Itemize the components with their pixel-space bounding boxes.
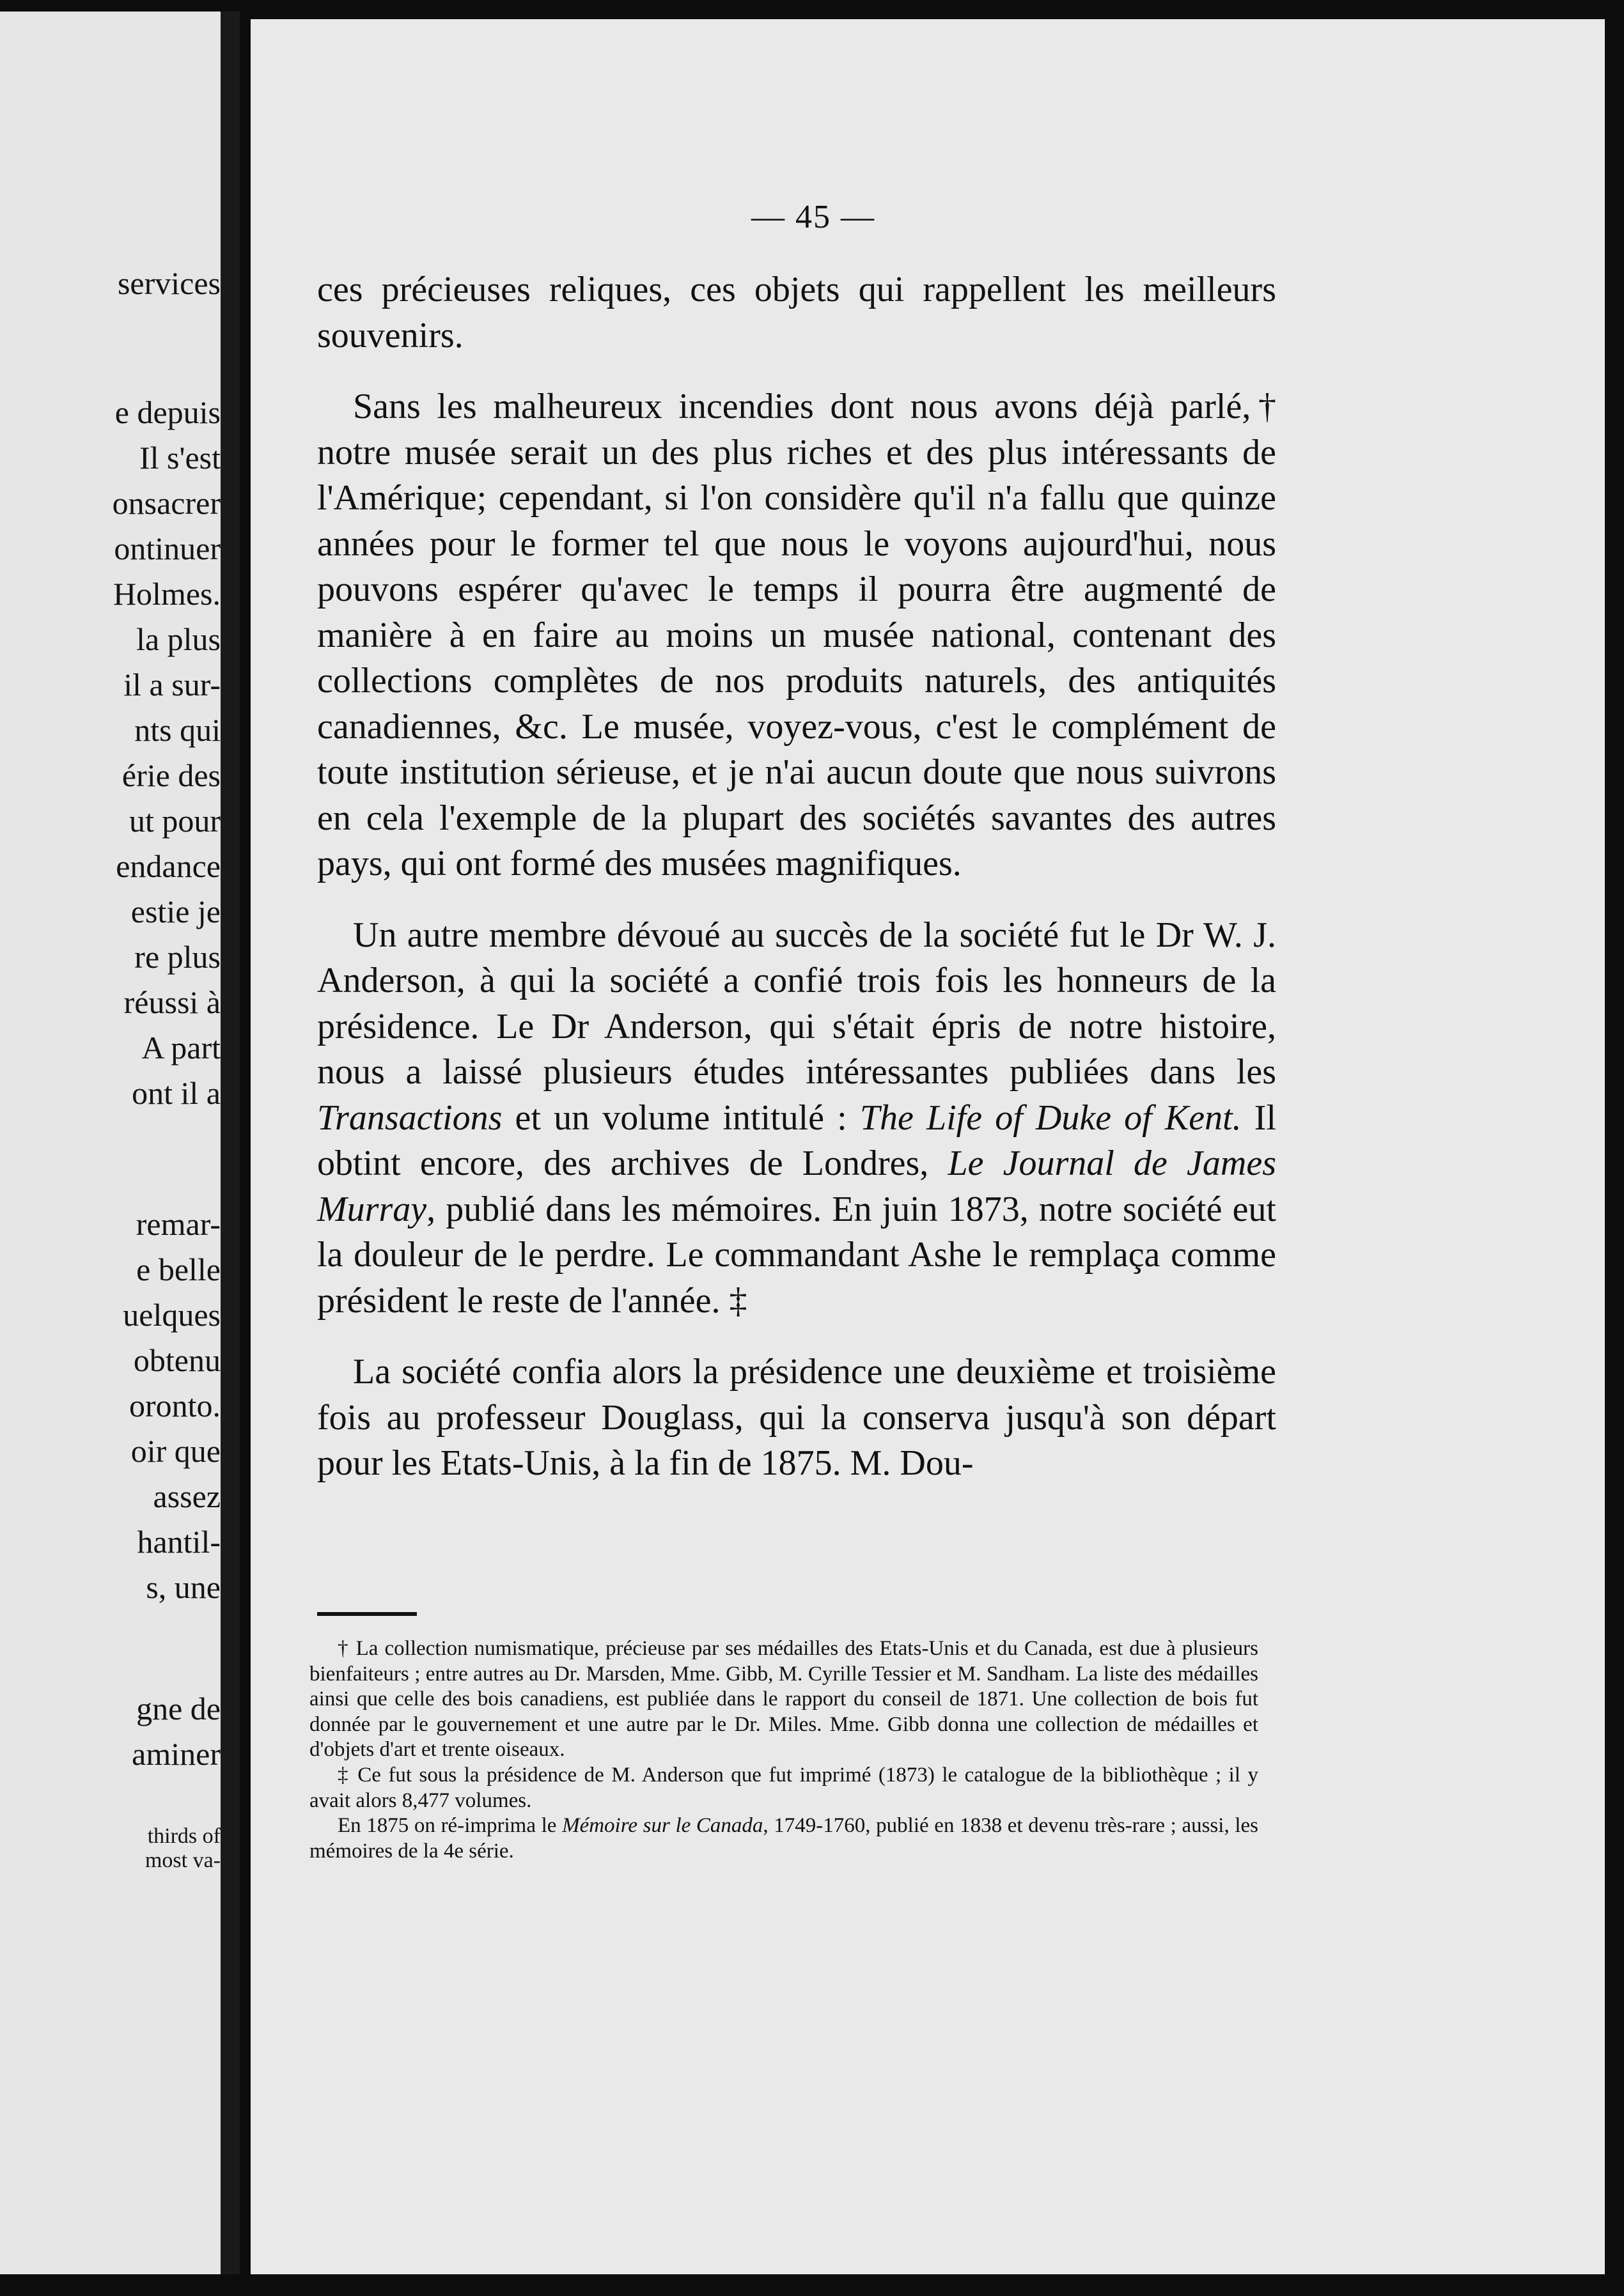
left-page-line: re plus (134, 939, 221, 975)
paragraph-2 (317, 384, 1276, 887)
left-page-line: nts qui (134, 712, 221, 748)
footnotes (309, 1636, 1258, 1864)
left-page-line: ont il a (132, 1075, 221, 1111)
left-page-line: hantil- (137, 1524, 221, 1560)
footnote-mark-dagger: † (1251, 387, 1277, 426)
paragraph-4: La société confia alors la présidence une deuxième et troisième fois au professeur Douglass, qui la conserva jusqu'à son départ pour les Etats-Unis, à la fin de 1875. M. Dou- (317, 1352, 1276, 1483)
paragraph-1: ces précieuses reliques, ces objets qui rappellent les meilleurs souvenirs. (317, 270, 1276, 355)
paragraph-3-text-d: , publié dans les mémoires. En juin 1873, notre société eut la douleur de le perdre. Le commandant Ashe le remplaça comme président le reste de l'année. (317, 1189, 1276, 1321)
footnote-2: ‡ Ce fut sous la présidence de M. Anderson que fut imprimé (1873) le catalogue de la bibliothèque ; il y avait alors 8,477 volumes. (309, 1763, 1258, 1812)
left-page-line: uelques (123, 1297, 221, 1333)
italic-memoire-title: Mémoire sur le Canada (562, 1814, 763, 1838)
left-page-line: e belle (136, 1252, 221, 1287)
left-page-line: gne de (136, 1691, 221, 1726)
footnote-3-text-a: En 1875 on ré-imprima le (338, 1814, 563, 1838)
left-page-line: il a sur- (123, 667, 221, 702)
italic-transactions: Transactions (317, 1098, 503, 1138)
left-page-line: Il s'est (139, 440, 221, 476)
page-number: — 45 — (751, 199, 875, 235)
paragraph-3 (317, 913, 1276, 1324)
italic-journal-title: Le Journal de James Murray (317, 1144, 1276, 1229)
footnote-3-text-b: , 1749-1760, publié en 1838 et devenu très-rare ; aussi, les mémoires de la 4e série. (309, 1814, 1258, 1863)
paragraph-3-text-a: Un autre membre dévoué au succès de la société fut le Dr W. J. Anderson, à qui la société a confié trois fois les honneurs de la présidence. Le Dr Anderson, qui s'était épris de notre histoire, nous a laissé plusieurs études intéressantes publiées dans les (317, 915, 1276, 1092)
footnote-3 (309, 1813, 1258, 1864)
left-page-line: Holmes. (113, 576, 221, 612)
left-page-line: ut pour (129, 803, 221, 839)
left-page-line: most va- (144, 1849, 221, 1872)
left-page-line: services (117, 265, 221, 301)
left-page-line: remar- (136, 1206, 221, 1242)
left-page-line: endance (116, 848, 221, 884)
left-page-line: estie je (130, 894, 221, 929)
left-page-line: s, une (146, 1569, 221, 1605)
left-page-line: onsacrer (112, 485, 221, 521)
paragraph-2-text-a: Sans les malheureux incendies dont nous avons déjà parlé, (353, 387, 1251, 426)
paragraph-3-text-b: et un volume intitulé : (502, 1098, 860, 1138)
paragraph-2-text-b: notre musée serait un des plus riches et des plus intéressants de l'Amérique; cependant, si l'on considère qu'il n'a fallu que quinze années pour le former tel que nous le voyons aujourd'hui, nous pouvons espérer qu'avec le temps il pourra être augmenté de manière à en faire au moins un musée national, contenant des collections complètes de nos produits naturels, des antiquités canadiennes, &c. Le musée, voyez-vous, c'est le complément de toute institution sérieuse, et je n'ai aucun doute que nous suivrons en cela l'exemple de la plupart des sociétés savantes des autres pays, qui ont formé des musées magnifiques. (317, 432, 1276, 883)
left-page-line: thirds of (147, 1824, 221, 1848)
book-gutter (221, 12, 240, 2274)
left-page-line: la plus (136, 621, 221, 657)
facing-page-left (0, 12, 221, 2274)
left-page-line: réussi à (123, 984, 221, 1020)
body-text (317, 267, 1276, 1487)
left-page-line: érie des (121, 757, 221, 793)
italic-book-title: The Life of Duke of Kent. (859, 1098, 1242, 1138)
left-page-line: e depuis (114, 394, 221, 430)
left-page-line: aminer (132, 1736, 221, 1772)
left-page-line: obtenu (133, 1342, 221, 1378)
left-page-line: assez (153, 1478, 221, 1514)
paragraph-3-text-c: Il obtint encore, des archives de Londres, (317, 1098, 1276, 1183)
footnote-mark-double-dagger: ‡ (729, 1280, 747, 1321)
left-page-line: ontinuer (114, 531, 221, 566)
left-page-line: A part (141, 1030, 221, 1066)
left-page-line: oronto. (129, 1388, 221, 1423)
footnote-rule (317, 1612, 417, 1616)
footnote-1: † La collection numismatique, précieuse par ses médailles des Etats-Unis et du Canada, est due à plusieurs bienfaiteurs ; entre autres au Dr. Marsden, Mme. Gibb, M. Cyrille Tessier et M. Sandham. La liste des médailles ainsi que celle des bois canadiens, est publiée dans le rapport du conseil de 1871. Une collection de bois fut donnée par le gouvernement et une autre par le Dr. Miles. Mme. Gibb donna une collection de médailles et d'objets d'art et trente oiseaux. (309, 1637, 1258, 1762)
left-page-line: oir que (130, 1433, 221, 1469)
